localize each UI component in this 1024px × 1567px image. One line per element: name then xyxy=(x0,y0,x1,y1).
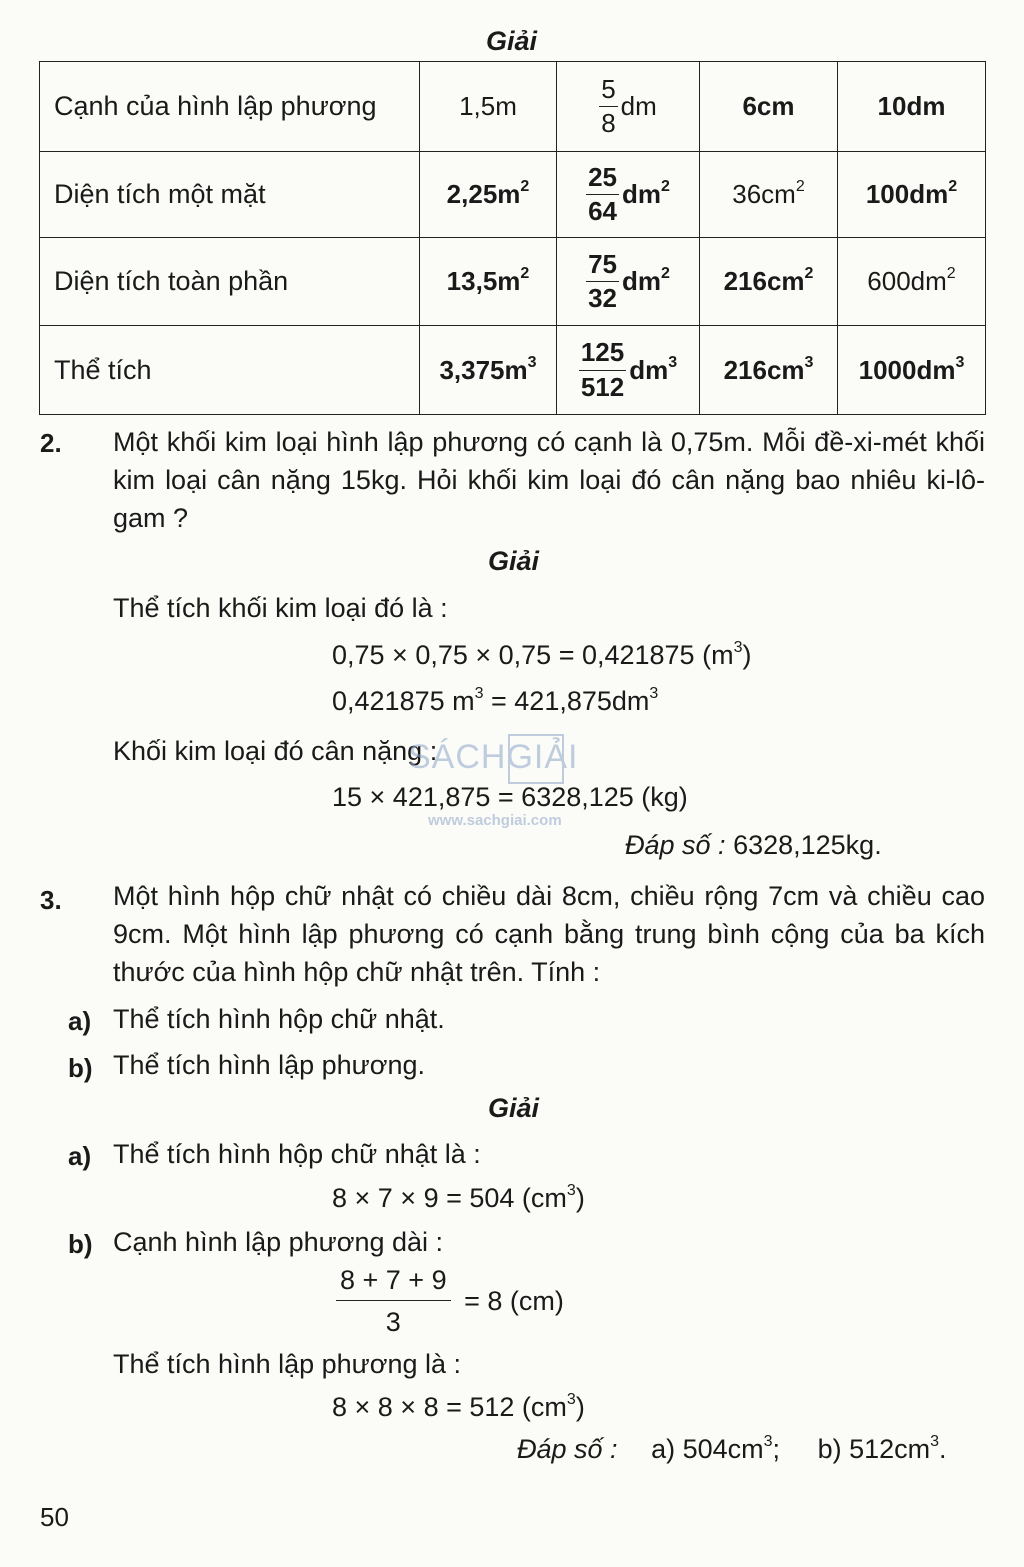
cell xyxy=(557,62,700,152)
unit: dm xyxy=(620,91,657,121)
cell xyxy=(700,326,838,415)
row-label: Diện tích toàn phần xyxy=(40,238,420,326)
problem-2-line-1: Thể tích khối kim loại đó là : xyxy=(113,593,448,623)
solution-b-text: Cạnh hình lập phương dài : xyxy=(113,1227,444,1257)
exponent: 3 xyxy=(566,1182,576,1199)
problem-3-b-label: b) xyxy=(68,1053,93,1083)
value: 13,5m xyxy=(446,266,521,296)
cell: 1,5m xyxy=(420,62,557,152)
answer-label: Đáp số : xyxy=(625,830,726,860)
exponent: 3 xyxy=(474,685,484,702)
equation-end: ) xyxy=(575,1183,585,1213)
problem-3-a-text: Thể tích hình hộp chữ nhật. xyxy=(113,1004,445,1034)
fraction xyxy=(586,161,619,226)
problem-3-a-label: a) xyxy=(68,1006,92,1036)
solution-a-equation xyxy=(332,1183,585,1214)
fraction-numerator: 5 xyxy=(599,76,617,107)
problem-2-solution-heading: Giải xyxy=(488,546,540,576)
fraction xyxy=(336,1265,451,1338)
exponent: 3 xyxy=(649,685,659,702)
solution-b-label: b) xyxy=(68,1229,93,1259)
problem-2-equation-2 xyxy=(332,686,658,717)
exponent: 2 xyxy=(804,265,814,282)
equation-text: 0,75 × 0,75 × 0,75 = 0,421875 (m xyxy=(332,640,734,670)
row-label: Diện tích một mặt xyxy=(40,152,420,238)
page-number: 50 xyxy=(40,1502,69,1532)
cell: 6cm xyxy=(700,62,838,152)
solution-a-text: Thể tích hình hộp chữ nhật là : xyxy=(113,1139,481,1169)
value: 216cm xyxy=(723,354,805,385)
unit-text: dm xyxy=(622,179,661,209)
solution-b-fraction-equation xyxy=(336,1265,564,1338)
unit xyxy=(622,266,670,296)
cell xyxy=(420,326,557,415)
exponent: 3 xyxy=(527,353,537,371)
cell xyxy=(420,152,557,238)
cell: 10dm xyxy=(838,62,986,152)
watermark-box-shape xyxy=(508,734,564,784)
exponent: 2 xyxy=(520,265,530,282)
answer-a-text: a) 504cm xyxy=(651,1434,764,1464)
cell xyxy=(420,238,557,326)
exponent: 3 xyxy=(955,353,965,371)
problem-2-equation-1 xyxy=(332,640,751,671)
exponent: 3 xyxy=(804,353,814,371)
solution-b-equation xyxy=(332,1392,585,1423)
table-row xyxy=(40,326,986,415)
problem-3-b-text: Thể tích hình lập phương. xyxy=(113,1050,425,1080)
solution-a-label: a) xyxy=(68,1141,92,1171)
fraction xyxy=(599,73,617,138)
fraction-denominator: 32 xyxy=(588,283,617,313)
cell xyxy=(557,238,700,326)
exponent: 3 xyxy=(668,353,678,371)
value: 3,375m xyxy=(439,354,528,385)
cell xyxy=(838,238,986,326)
exponent: 3 xyxy=(930,1433,940,1450)
problem-3-solution-heading: Giải xyxy=(488,1093,540,1123)
problem-2-line-2: Khối kim loại đó cân nặng : xyxy=(113,736,438,766)
exponent: 2 xyxy=(661,265,670,282)
table-row xyxy=(40,238,986,326)
problem-3-text: Một hình hộp chữ nhật có chiều dài 8cm, chiều rộng 7cm và chiều cao 9cm. Một hình lập phương có cạnh bằng trung bình cộng của ba kích thước của hình hộp chữ nhật trên. Tính : xyxy=(113,881,985,987)
problem-2-number: 2. xyxy=(40,428,62,458)
row-label: Cạnh của hình lập phương xyxy=(40,62,420,152)
answer-b-text: b) 512cm xyxy=(817,1434,931,1464)
table-row xyxy=(40,62,986,152)
unit-text: dm xyxy=(622,266,661,296)
problem-3-number: 3. xyxy=(40,885,62,915)
cell xyxy=(838,326,986,415)
fraction-numerator: 8 + 7 + 9 xyxy=(336,1265,451,1301)
problem-2-equation-3: 15 × 421,875 = 6328,125 (kg) xyxy=(332,782,688,812)
equation-text: 8 × 7 × 9 = 504 (cm xyxy=(332,1183,567,1213)
fraction-numerator: 125 xyxy=(579,339,626,370)
exponent: 3 xyxy=(733,639,743,656)
watermark-brand: SÁCHGIẢI xyxy=(408,738,579,776)
unit xyxy=(622,179,670,209)
problem-3-answer xyxy=(517,1434,947,1465)
answer-label: Đáp số : xyxy=(517,1434,618,1464)
solution-b-text-2: Thể tích hình lập phương là : xyxy=(113,1349,461,1379)
problem-2-text: Một khối kim loại hình lập phương có cạnh là 0,75m. Mỗi đề-xi-mét khối kim loại cân nặng 15kg. Hỏi khối kim loại đó cân nặng bao nhiêu ki-lô-gam ? xyxy=(113,427,985,533)
fraction xyxy=(579,339,626,401)
cell xyxy=(838,152,986,238)
fraction xyxy=(586,248,619,313)
value: 100dm xyxy=(865,179,949,209)
exponent: 2 xyxy=(946,265,956,282)
answer-b xyxy=(818,1434,947,1464)
exponent: 2 xyxy=(520,178,530,195)
value: 2,25m xyxy=(446,179,521,209)
fraction-numerator: 25 xyxy=(586,164,619,195)
value: 1000dm xyxy=(858,354,956,385)
solution-heading: Giải xyxy=(486,26,538,56)
value: 36cm xyxy=(732,179,796,209)
exponent: 2 xyxy=(948,178,958,195)
value: 216cm xyxy=(723,266,805,296)
exponent: 2 xyxy=(795,178,805,195)
unit xyxy=(629,355,677,385)
exponent: 3 xyxy=(566,1391,576,1408)
cube-table xyxy=(39,61,986,415)
answer-a xyxy=(651,1434,780,1464)
cell xyxy=(700,238,838,326)
row-label: Thể tích xyxy=(40,326,420,415)
answer-b-end: . xyxy=(939,1434,947,1464)
fraction-denominator: 8 xyxy=(601,108,616,138)
table-row xyxy=(40,152,986,238)
cell xyxy=(557,152,700,238)
fraction-denominator: 64 xyxy=(588,196,617,226)
exponent: 3 xyxy=(763,1433,773,1450)
fraction-result: = 8 (cm) xyxy=(464,1286,564,1316)
problem-2-answer xyxy=(625,830,882,861)
cell xyxy=(557,326,700,415)
fraction-denominator: 512 xyxy=(580,371,625,402)
value: 600dm xyxy=(867,266,947,296)
fraction-numerator: 75 xyxy=(586,251,619,282)
equation-text: 8 × 8 × 8 = 512 (cm xyxy=(332,1392,567,1422)
unit-text: dm xyxy=(629,354,669,385)
exponent: 2 xyxy=(661,178,670,195)
equation-text: = 421,875dm xyxy=(483,686,650,716)
fraction-denominator: 3 xyxy=(385,1307,401,1337)
cell xyxy=(700,152,838,238)
equation-end: ) xyxy=(575,1392,585,1422)
equation-end: ) xyxy=(742,640,752,670)
answer-value: 6328,125kg. xyxy=(725,830,882,860)
answer-a-end: ; xyxy=(772,1434,781,1464)
equation-text: 0,421875 m xyxy=(332,686,475,716)
watermark-url: www.sachgiai.com xyxy=(428,812,562,829)
